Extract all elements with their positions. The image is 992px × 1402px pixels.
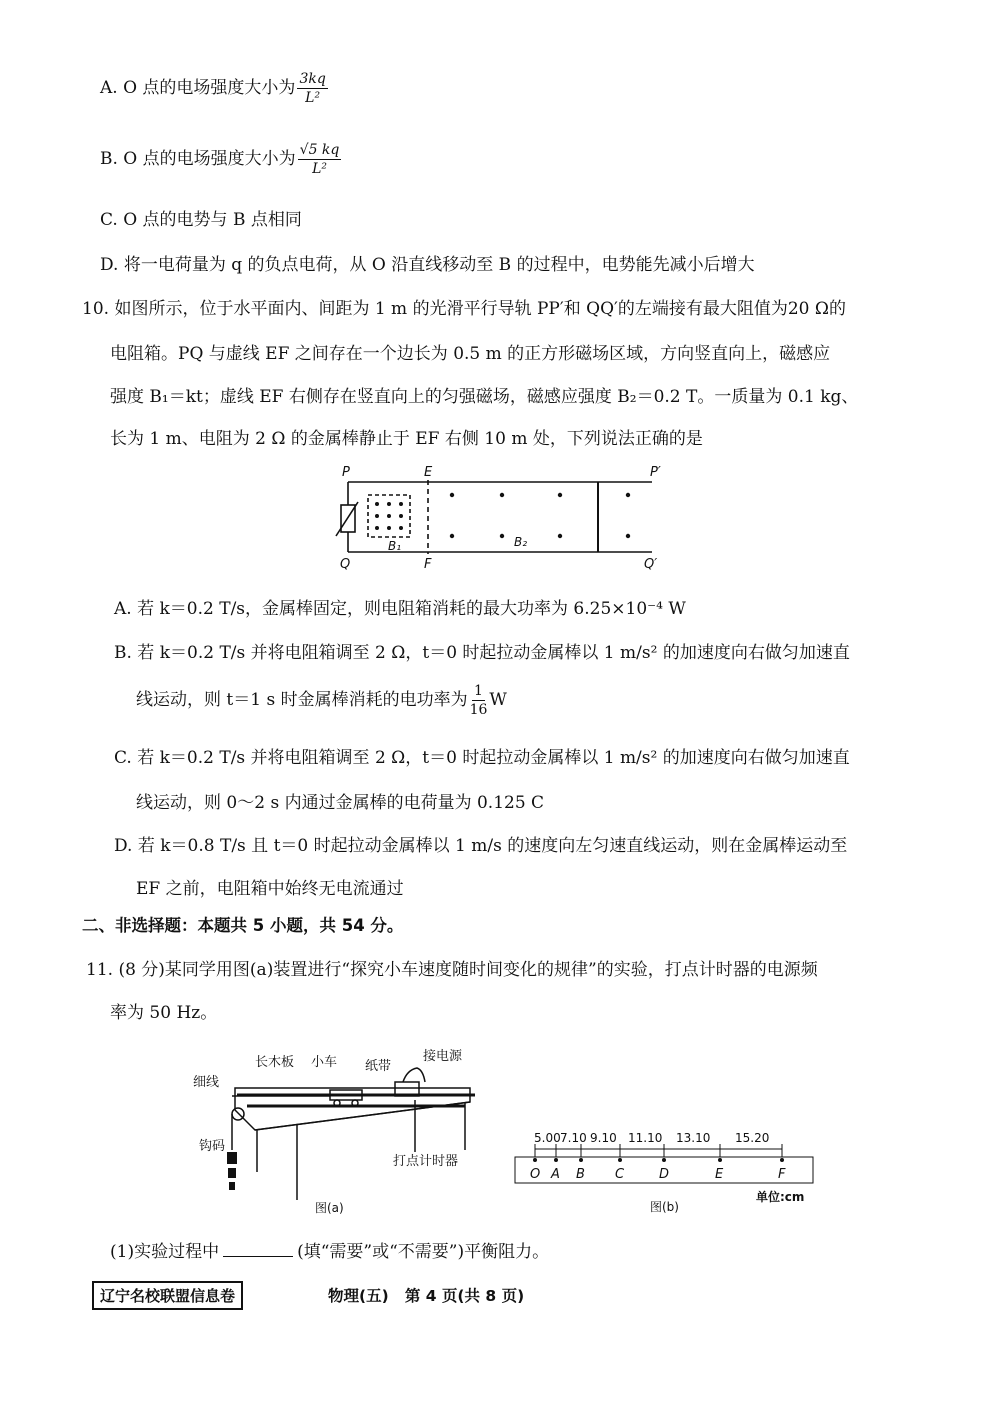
- q10-option-c-line1: C. 若 k＝0.2 T/s 并将电阻箱调至 2 Ω，t＝0 时起拉动金属棒以 1 m/s² 的加速度向右做匀加速直: [114, 748, 850, 768]
- point-label: A: [551, 1167, 560, 1182]
- q11-sub1: (1)实验过程中 (填“需要”或“不需要”)平衡阻力。: [110, 1242, 550, 1262]
- q10-option-b-line1: B. 若 k＝0.2 T/s 并将电阻箱调至 2 Ω，t＝0 时起拉动金属棒以 1 m/s² 的加速度向右做匀加速直: [114, 643, 850, 663]
- section-heading: 二、非选择题：本题共 5 小题，共 54 分。: [82, 916, 404, 935]
- figure-b-caption: 图(b): [650, 1200, 679, 1214]
- label-q-prime: Q′: [644, 557, 658, 572]
- label-e: E: [424, 465, 433, 480]
- q10-stem-line2: 电阻箱。PQ 与虚线 EF 之间存在一个边长为 0.5 m 的正方形磁场区域，方向竖直向上，磁感应: [110, 344, 831, 364]
- point-label: C: [615, 1167, 625, 1182]
- footer-brand-box: 辽宁名校联盟信息卷: [92, 1281, 243, 1310]
- label-b1: B₁: [388, 539, 402, 553]
- label-long-board: 长木板: [255, 1055, 295, 1070]
- q10-option-b-line2: 线运动，则 t＝1 s 时金属棒消耗的电功率为 $\frac{1}{16}$ W: [136, 683, 507, 718]
- point-label: E: [715, 1167, 724, 1182]
- distance-label: 7.10: [560, 1131, 587, 1145]
- point-label: B: [576, 1167, 585, 1182]
- label-power: 接电源: [423, 1049, 463, 1064]
- q10-option-c-line2: 线运动，则 0～2 s 内通过金属棒的电荷量为 0.125 C: [136, 793, 545, 813]
- unit-label: 单位:cm: [756, 1190, 805, 1204]
- point-label: O: [530, 1167, 541, 1182]
- point-label: D: [659, 1167, 670, 1182]
- point-label: F: [778, 1167, 786, 1182]
- label-q: Q: [340, 557, 351, 572]
- label-p-prime: P′: [650, 465, 661, 480]
- q10-option-d-line1: D. 若 k＝0.8 T/s 且 t＝0 时起拉动金属棒以 1 m/s 的速度向左匀速直线运动，则在金属棒运动至: [114, 836, 848, 856]
- figure-b-tape: [510, 1125, 820, 1225]
- distance-label: 11.10: [628, 1131, 663, 1145]
- footer-page-info: 物理(五) 第 4 页(共 8 页): [328, 1287, 525, 1305]
- q11-stem-line1: 11. (8 分)某同学用图(a)装置进行“探究小车速度随时间变化的规律”的实验，打点计时器的电源频: [86, 960, 818, 980]
- q10-stem-line3: 强度 B₁＝kt；虚线 EF 右侧存在竖直向上的匀强磁场，磁感应强度 B₂＝0.2 T。一质量为 0.1 kg、: [110, 387, 859, 407]
- field-dots-b2: [450, 493, 630, 538]
- q9-option-d: D. 将一电荷量为 q 的负点电荷，从 O 沿直线移动至 B 的过程中，电势能先减小后增大: [100, 255, 755, 275]
- label-string: 细线: [193, 1075, 220, 1090]
- figure-a-apparatus: [185, 1040, 505, 1220]
- distance-label: 5.00: [534, 1131, 561, 1145]
- tape-dots: [533, 1158, 784, 1162]
- answer-blank[interactable]: [223, 1242, 293, 1257]
- label-paper-tape: 纸带: [365, 1059, 392, 1074]
- label-cart: 小车: [311, 1055, 338, 1070]
- q10-option-a: A. 若 k＝0.2 T/s，金属棒固定，则电阻箱消耗的最大功率为 6.25×10⁻⁴ W: [114, 599, 686, 619]
- label-b2: B₂: [514, 535, 528, 549]
- field-dots-b1: [375, 502, 403, 530]
- q10-stem-line4: 长为 1 m、电阻为 2 Ω 的金属棒静止于 EF 右侧 10 m 处，下列说法正确的是: [110, 429, 703, 449]
- label-timer: 打点计时器: [393, 1154, 459, 1169]
- q9-option-c: C. O 点的电势与 B 点相同: [100, 210, 302, 230]
- rail-circuit-diagram: [330, 460, 680, 572]
- weight-icon: [227, 1152, 237, 1190]
- q11-stem-line2: 率为 50 Hz。: [110, 1003, 218, 1023]
- figure-a-caption: 图(a): [315, 1201, 344, 1215]
- label-p: P: [342, 465, 350, 480]
- distance-label: 15.20: [735, 1131, 770, 1145]
- q10-option-d-line2: EF 之前，电阻箱中始终无电流通过: [136, 879, 404, 899]
- label-weight: 钩码: [199, 1139, 226, 1154]
- q9-option-a: A. O 点的电场强度大小为 $\frac{3kq}{\text{L²}}$: [100, 71, 326, 106]
- label-f: F: [424, 557, 432, 572]
- distance-label: 13.10: [676, 1131, 711, 1145]
- q9-option-b: B. O 点的电场强度大小为 $\frac{√5 kq}{\text{L²}}$: [100, 142, 340, 177]
- q10-stem-line1: 10. 如图所示，位于水平面内、间距为 1 m 的光滑平行导轨 PP′和 QQ′的左端接有最大阻值为20 Ω的: [82, 299, 846, 319]
- distance-label: 9.10: [590, 1131, 617, 1145]
